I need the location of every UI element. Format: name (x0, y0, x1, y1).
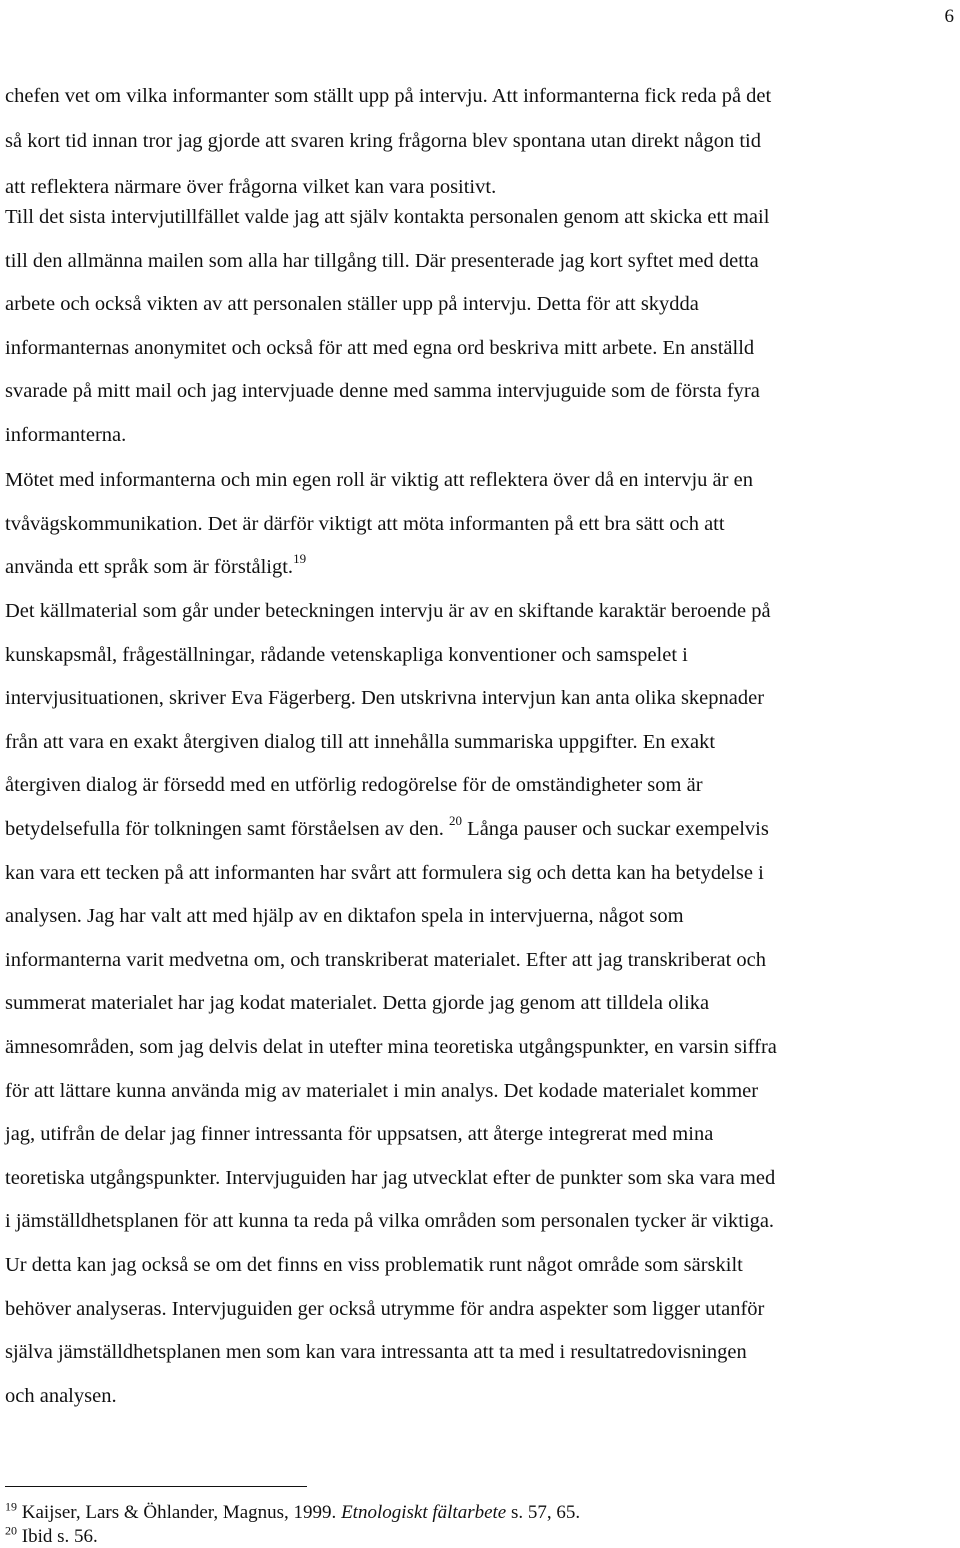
footnote-text: Ibid s. 56. (17, 1526, 98, 1547)
footnote-20 (5, 1523, 98, 1548)
text-line (5, 808, 960, 852)
text-line: från att vara en exakt återgiven dialog till att innehålla summariska uppgifter. En exakt (5, 730, 716, 753)
text-line: chefen vet om vilka informanter som ställt upp på intervju. Att informanterna fick reda på det (5, 85, 772, 107)
text-line: Ur detta kan jag också se om det finns en viss problematik runt något område som särskilt (5, 1253, 743, 1276)
paragraph-1 (5, 73, 960, 210)
text-line: informanternas anonymitet och också för att med egna ord beskriva mitt arbete. En anställd (5, 336, 755, 359)
paragraph-2 (5, 196, 960, 458)
paragraph-4 (5, 590, 960, 1418)
text-line: till den allmänna mailen som alla har tillgång till. Där presenterade jag kort syftet med detta (5, 249, 759, 272)
text-line: arbete och också vikten av att personalen ställer upp på intervju. Detta för att skydda (5, 293, 699, 316)
footnote-19 (5, 1499, 581, 1524)
text-line (5, 546, 960, 590)
footnote-number: 20 (5, 1523, 17, 1538)
text-line: summerat materialet har jag kodat materialet. Detta gjorde jag genom att tilldela olika (5, 992, 710, 1015)
page-number: 6 (944, 6, 954, 27)
text-line: och analysen. (5, 1384, 117, 1407)
text-line: informanterna varit medvetna om, och transkriberat materialet. Efter att jag transkriberat och (5, 948, 767, 971)
footnote-reference[interactable]: 20 (449, 813, 463, 829)
text-line: återgiven dialog är försedd med en utförlig redogörelse för de omständigheter som är (5, 774, 703, 797)
text-line: svarade på mitt mail och jag intervjuade denne med samma intervjuguide som de första fyra (5, 380, 760, 403)
footnote-separator (5, 1486, 307, 1487)
text-line: jag, utifrån de delar jag finner intressanta för uppsatsen, att återge integrerat med mina (5, 1123, 714, 1146)
footnote-title: Etnologiskt fältarbete (341, 1502, 507, 1523)
text-line: Till det sista intervjutillfället valde jag att själv kontakta personalen genom att skicka ett mail (5, 206, 770, 228)
footnote-reference[interactable]: 19 (293, 551, 307, 567)
text-line: ämnesområden, som jag delvis delat in utefter mina teoretiska utgångspunkter, en varsin siffra (5, 1035, 777, 1058)
text-line: tvåvägskommunikation. Det är därför viktigt att möta informanten på ett bra sätt och att (5, 512, 725, 535)
text-line: så kort tid innan tror jag gjorde att svaren kring frågorna blev spontana utan direkt någon tid (5, 130, 762, 152)
text-segment: Långa pauser och suckar exempelvis (462, 817, 769, 840)
paragraph-3 (5, 459, 960, 590)
footnote-text: s. 57, 65. (506, 1502, 581, 1523)
text-line: teoretiska utgångspunkter. Intervjuguiden har jag utvecklat efter de punkter som ska vara med (5, 1166, 776, 1189)
text-line: Det källmaterial som går under beteckningen intervju är av en skiftande karaktär beroende på (5, 600, 771, 622)
text-line: själva jämställdhetsplanen men som kan vara intressanta att ta med i resultatredovisningen (5, 1341, 747, 1364)
text-segment: betydelsefulla för tolkningen samt förståelsen av den. (5, 817, 450, 840)
footnote-text: Kaijser, Lars & Öhlander, Magnus, 1999. (17, 1502, 342, 1523)
text-segment: använda ett språk som är förståligt. (5, 556, 294, 579)
text-line: i jämställdhetsplanen för att kunna ta reda på vilka områden som personalen tycker är viktiga. (5, 1210, 775, 1233)
text-line: kan vara ett tecken på att informanten har svårt att formulera sig och detta kan ha betydelse i (5, 861, 764, 884)
text-line: behöver analyseras. Intervjuguiden ger också utrymme för andra aspekter som ligger utanför (5, 1297, 765, 1320)
text-line: analysen. Jag har valt att med hjälp av en diktafon spela in intervjuerna, något som (5, 905, 684, 928)
footnote-number: 19 (5, 1499, 17, 1514)
text-line: kunskapsmål, frågeställningar, rådande vetenskapliga konventioner och samspelet i (5, 643, 688, 666)
text-line: att reflektera närmare över frågorna vilket kan vara positivt. (5, 176, 497, 198)
text-line: för att lättare kunna använda mig av materialet i min analys. Det kodade materialet kommer (5, 1079, 759, 1102)
text-line: intervjusituationen, skriver Eva Fägerberg. Den utskrivna intervjun kan anta olika skepnader (5, 687, 765, 710)
text-line: Mötet med informanterna och min egen roll är viktig att reflektera över då en intervju är en (5, 469, 753, 491)
text-line: informanterna. (5, 423, 127, 446)
